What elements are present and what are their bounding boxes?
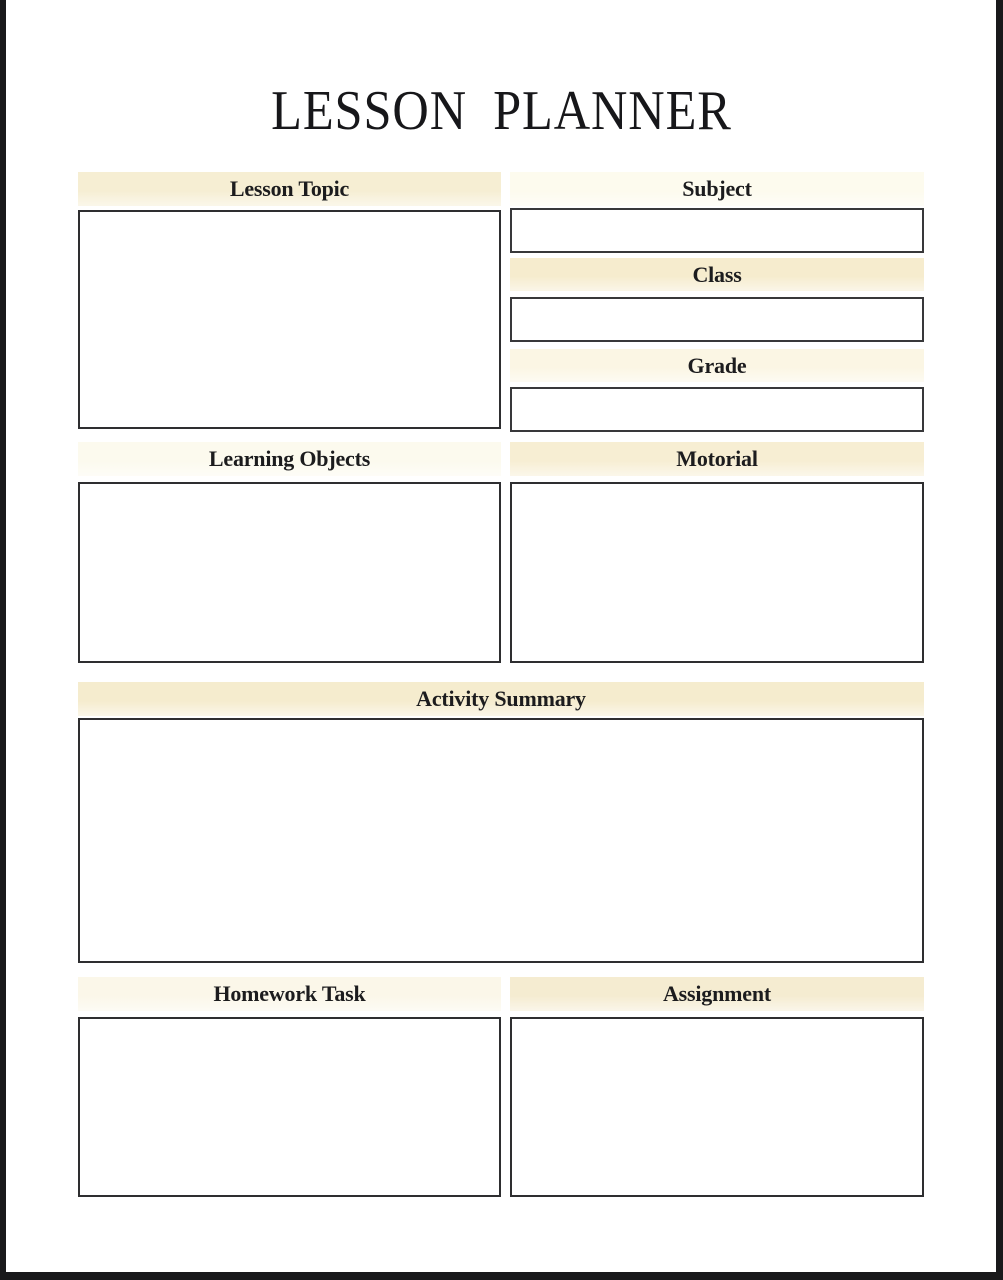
subject-input[interactable] [510, 208, 924, 253]
lesson-topic-input[interactable] [78, 210, 501, 429]
frame-edge-right [996, 0, 1003, 1280]
activity-summary-input[interactable] [78, 718, 924, 963]
lesson-topic-header: Lesson Topic [78, 172, 501, 206]
class-input[interactable] [510, 297, 924, 342]
activity-summary-header: Activity Summary [78, 682, 924, 716]
homework-task-header: Homework Task [78, 977, 501, 1011]
assignment-input[interactable] [510, 1017, 924, 1197]
grade-input[interactable] [510, 387, 924, 432]
homework-task-input[interactable] [78, 1017, 501, 1197]
grade-header: Grade [510, 349, 924, 382]
learning-objects-header: Learning Objects [78, 442, 501, 476]
assignment-header: Assignment [510, 977, 924, 1011]
class-header: Class [510, 258, 924, 291]
motorial-header: Motorial [510, 442, 924, 476]
frame-edge-left [0, 0, 6, 1280]
motorial-input[interactable] [510, 482, 924, 663]
learning-objects-input[interactable] [78, 482, 501, 663]
page-title: LESSON PLANNER [271, 80, 732, 142]
subject-header: Subject [510, 172, 924, 206]
frame-edge-bottom [0, 1272, 1003, 1280]
